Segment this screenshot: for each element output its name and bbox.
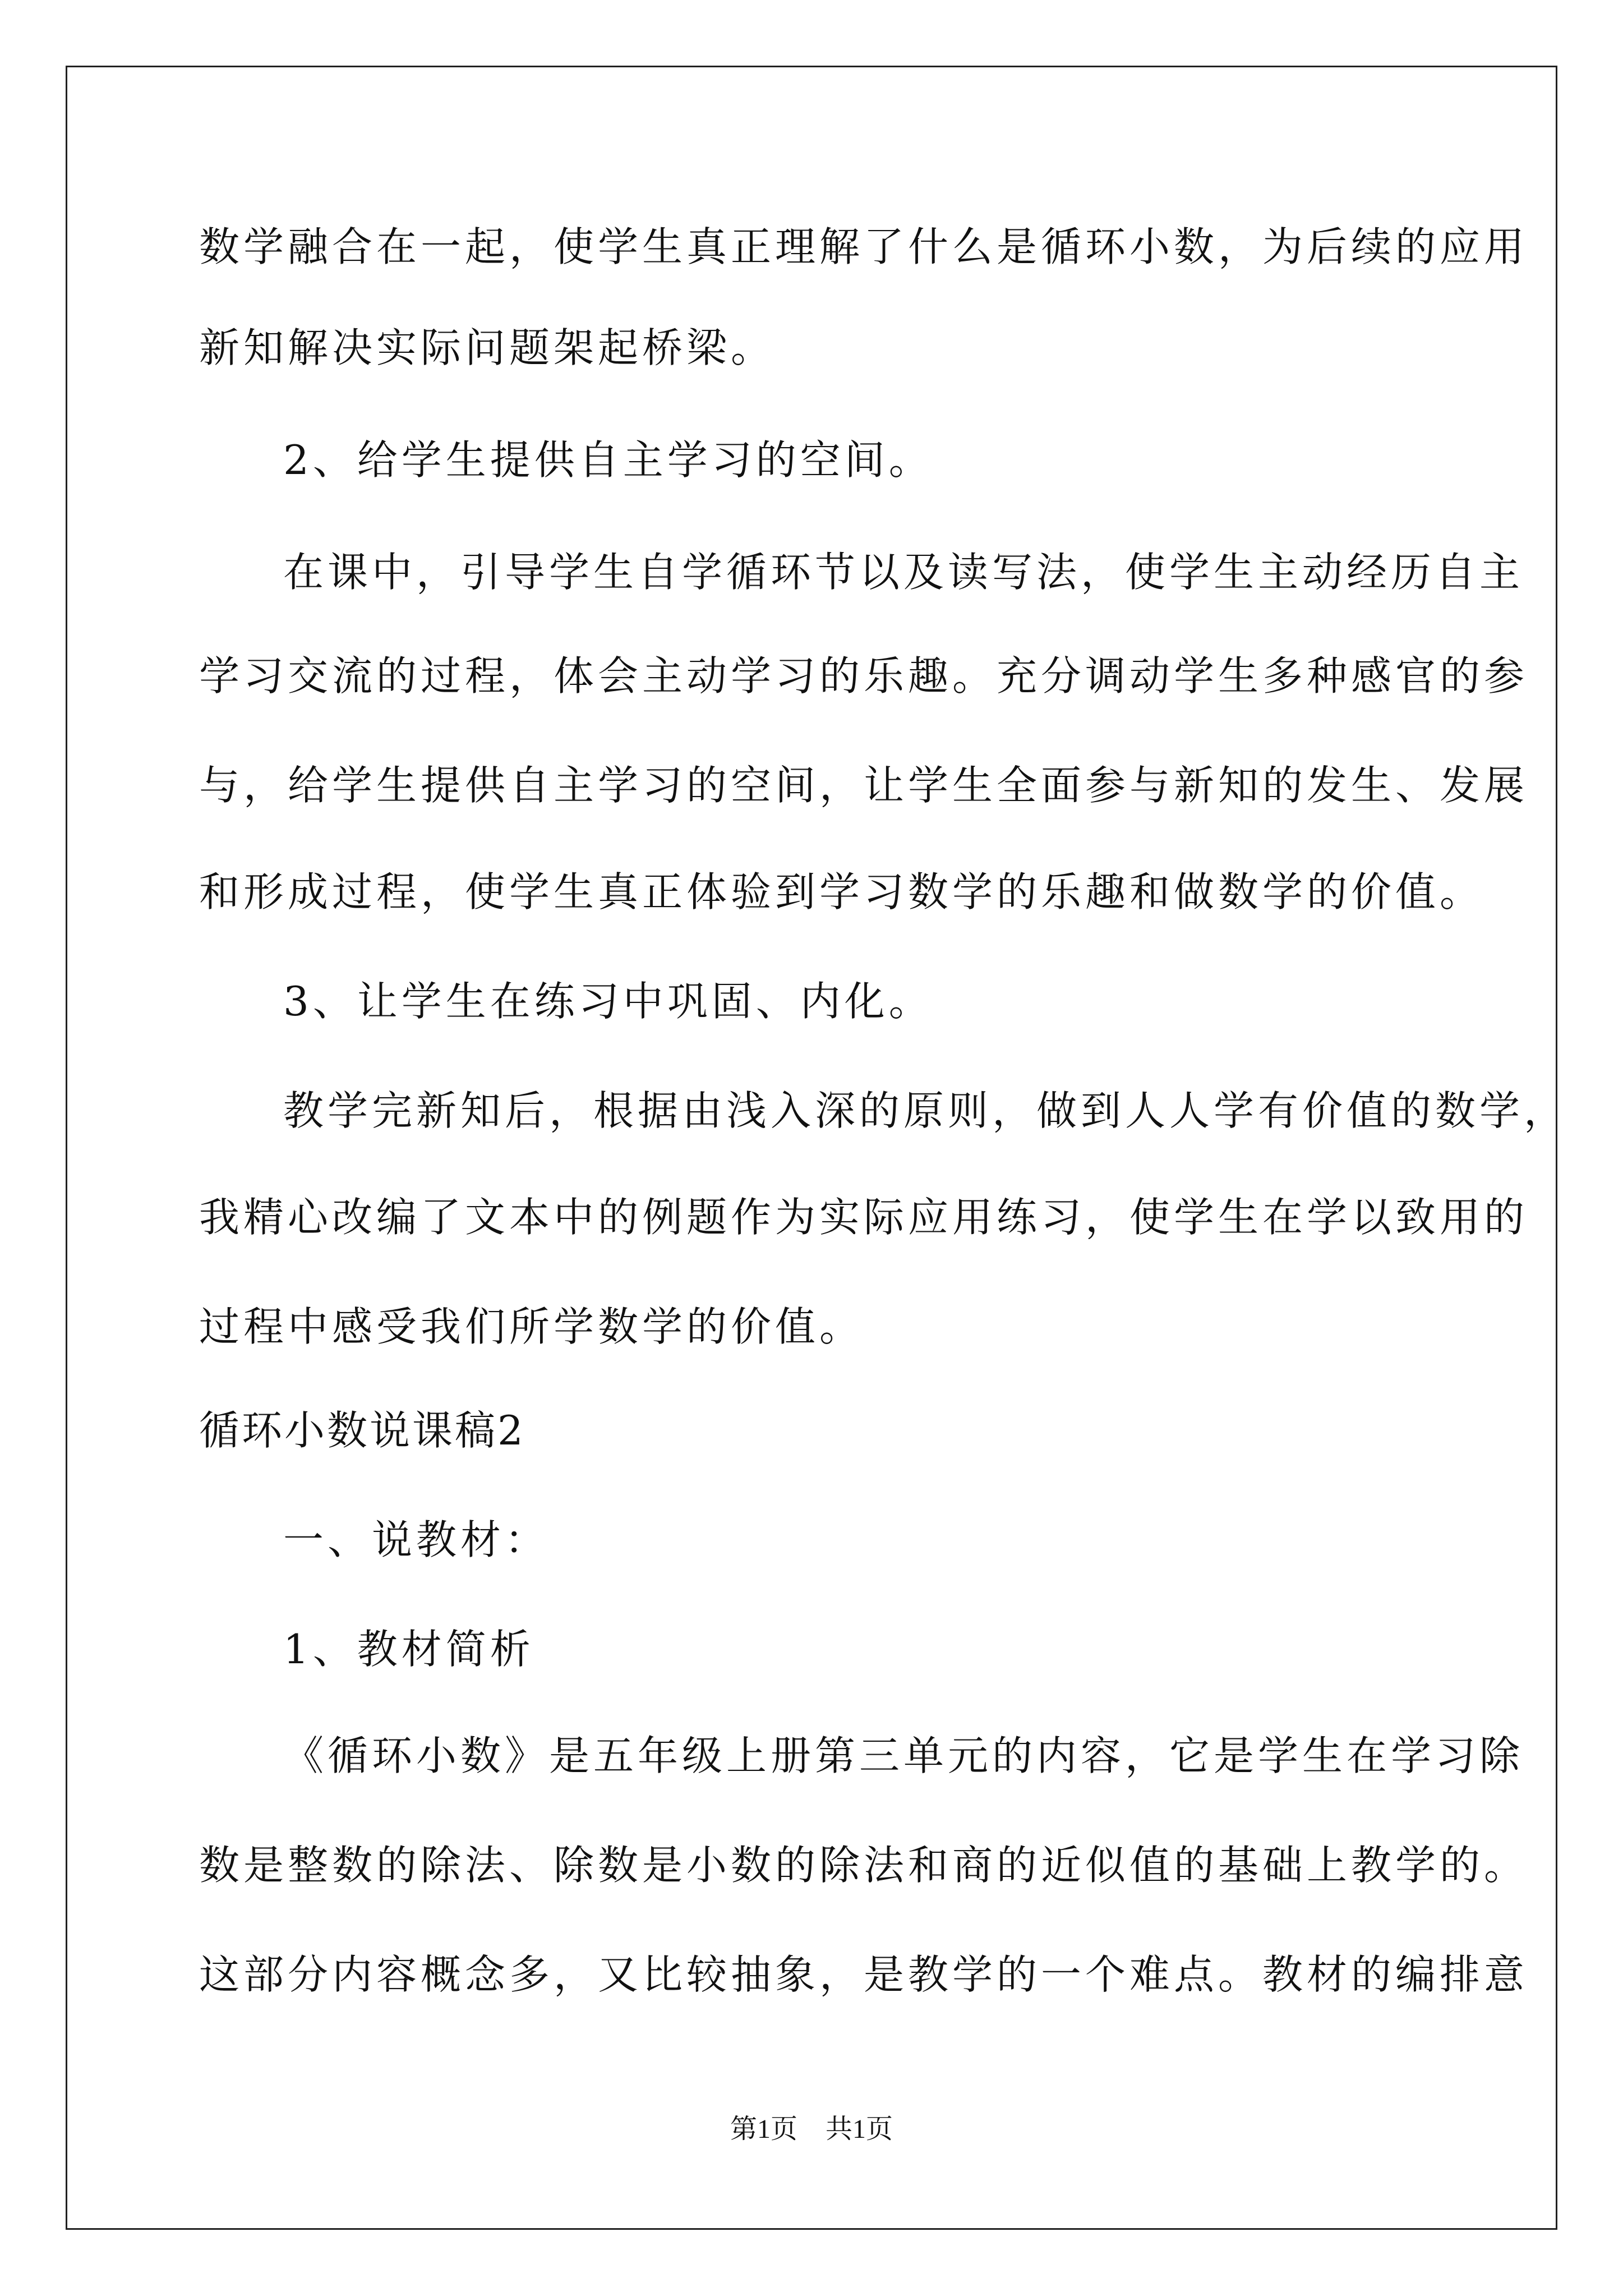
paragraph-line: 新知解决实际问题架起桥梁。 bbox=[199, 324, 776, 371]
paragraph-line: 教学完新知后，根据由浅入深的原则，做到人人学有价值的数学， bbox=[283, 1087, 1569, 1134]
paragraph-line: 数学融合在一起，使学生真正理解了什么是循环小数，为后续的应用 bbox=[199, 223, 1529, 270]
paragraph-line: 数是整数的除法、除数是小数的除法和商的近似值的基础上教学的。 bbox=[199, 1842, 1529, 1889]
paragraph-line: 我精心改编了文本中的例题作为实际应用练习，使学生在学以致用的 bbox=[199, 1194, 1529, 1241]
page-number: 第1页 bbox=[730, 2114, 797, 2144]
page-footer bbox=[0, 2113, 1623, 2146]
section-subheading: 2、给学生提供自主学习的空间。 bbox=[283, 436, 933, 484]
section-subheading: 1、教材简析 bbox=[283, 1626, 534, 1673]
section-title: 循环小数说课稿2 bbox=[199, 1407, 525, 1454]
paragraph-line: 这部分内容概念多，又比较抽象，是教学的一个难点。教材的编排意 bbox=[199, 1951, 1529, 1998]
paragraph-line: 过程中感受我们所学数学的价值。 bbox=[199, 1303, 864, 1350]
paragraph-line: 与，给学生提供自主学习的空间，让学生全面参与新知的发生、发展 bbox=[199, 762, 1529, 809]
section-subheading: 3、让学生在练习中巩固、内化。 bbox=[283, 978, 933, 1025]
paragraph-line: 学习交流的过程，体会主动学习的乐趣。充分调动学生多种感官的参 bbox=[199, 652, 1529, 700]
paragraph-line: 和形成过程，使学生真正体验到学习数学的乐趣和做数学的价值。 bbox=[199, 868, 1484, 915]
section-subheading: 一、说教材： bbox=[283, 1516, 550, 1563]
paragraph-line: 在课中，引导学生自学循环节以及读写法，使学生主动经历自主 bbox=[283, 549, 1524, 596]
total-pages: 共1页 bbox=[826, 2114, 893, 2144]
page-border bbox=[66, 66, 1557, 2230]
paragraph-line: 《循环小数》是五年级上册第三单元的内容，它是学生在学习除 bbox=[283, 1732, 1524, 1779]
